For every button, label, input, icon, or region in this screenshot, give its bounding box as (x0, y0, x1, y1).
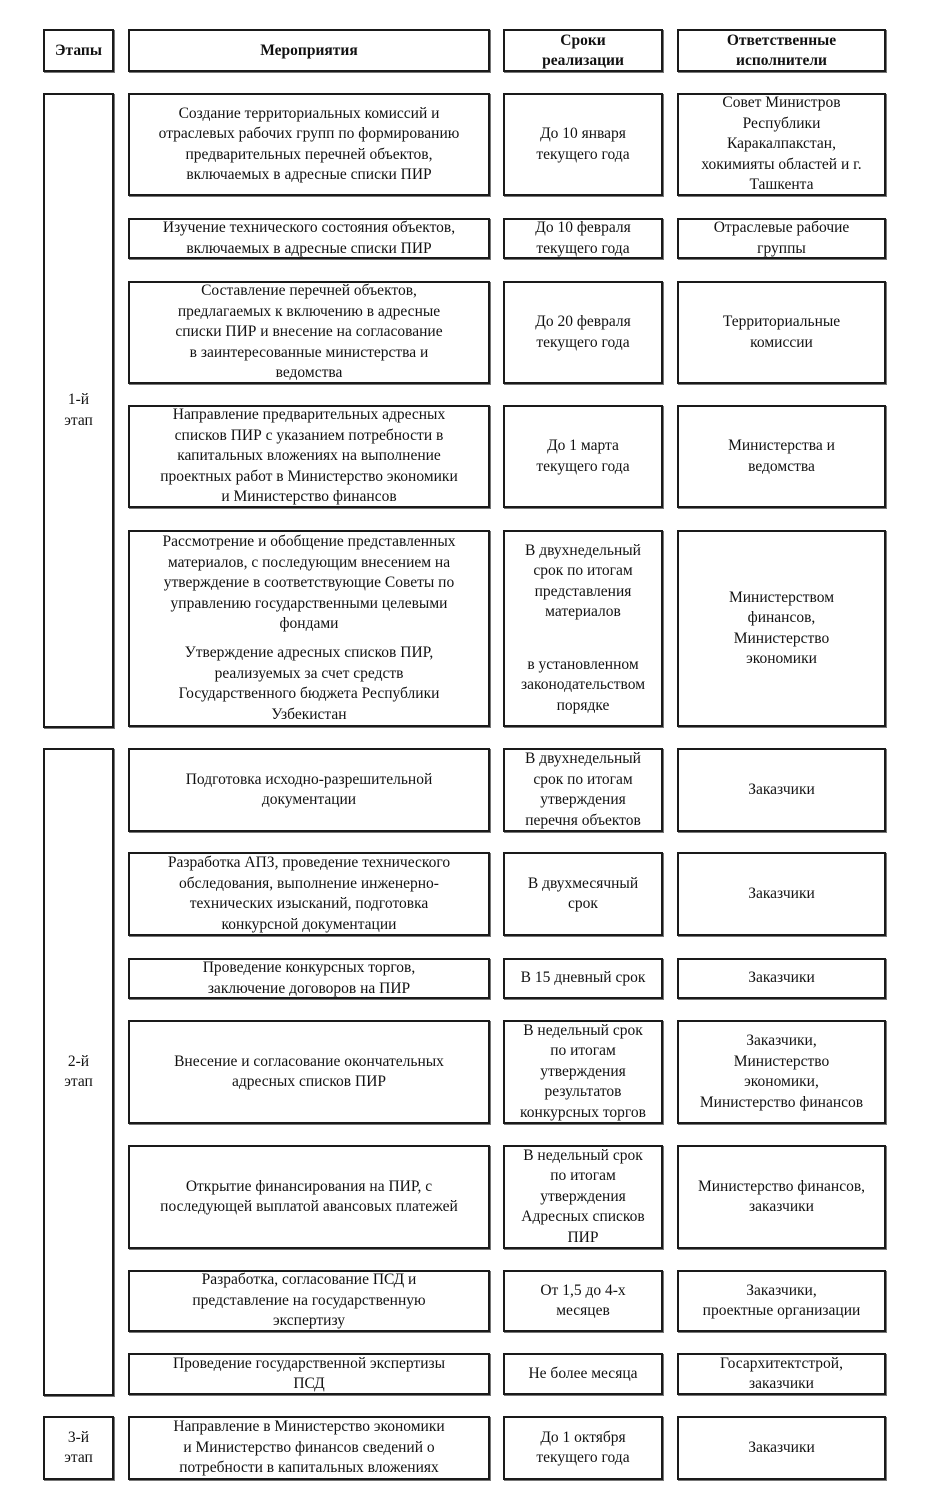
responsible-cell-line: Госархитектстрой, (720, 1354, 843, 1372)
responsible-cell-line: Совет Министров (722, 94, 841, 112)
responsible-cell (677, 530, 886, 727)
responsible-cell-line: Заказчики (748, 780, 815, 798)
deadline-cell-line: текущего года (536, 145, 630, 163)
activity-cell-line: списки ПИР и внесение на согласование (175, 323, 443, 341)
stage-label: этап (64, 411, 93, 429)
stage-label: 2-й (67, 1052, 90, 1070)
activity-cell-line: ПСД (293, 1375, 325, 1392)
activity-cell-line: Разработка АПЗ, проведение технического (167, 854, 451, 871)
activity-cell (128, 958, 490, 999)
responsible-cell-line: Ташкента (749, 176, 814, 194)
header-activities (128, 29, 490, 72)
activity-cell (128, 281, 490, 384)
deadline-cell-line: результатов (544, 1083, 622, 1101)
activity-cell-line: Разработка, согласование ПСД и (201, 1271, 417, 1289)
responsible-cell-line: Министерство финансов (699, 1093, 864, 1111)
activity-cell-line: Проведение конкурсных торгов, (202, 959, 416, 976)
activity-cell (128, 93, 490, 196)
responsible-cell-line: Заказчики, (746, 1032, 817, 1049)
deadline-cell-line: конкурсных торгов (520, 1103, 646, 1121)
activity-cell-line: потребности в капитальных вложениях (179, 1459, 439, 1477)
deadline-cell-line: Не более месяца (528, 1364, 638, 1382)
activity-cell-line: заключение договоров на ПИР (207, 979, 411, 997)
responsible-cell (677, 748, 886, 832)
deadline-cell-line: текущего года (536, 239, 630, 257)
deadline-cell (503, 93, 663, 196)
header-responsible-line: Ответственные (726, 31, 837, 49)
activity-cell-line: Подготовка исходно-разрешительной (185, 770, 433, 788)
responsible-cell-line: Министерство (733, 1052, 830, 1070)
responsible-cell-line: Заказчики (748, 884, 815, 902)
header-stages-label: Этапы (55, 41, 102, 59)
deadline-cell-line: До 20 февраля (535, 313, 631, 330)
deadline-cell-line: текущего года (536, 333, 630, 351)
activity-cell (128, 405, 490, 508)
activity-cell-line: обследования, выполнение инженерно- (179, 874, 439, 892)
deadline-cell-line: Адресных списков (521, 1208, 645, 1226)
deadline-cell-line: по итогам (550, 1042, 616, 1060)
responsible-cell (677, 1145, 886, 1249)
deadline-cell-line: срок по итогам (533, 770, 633, 788)
deadline-cell-line: срок (568, 895, 598, 912)
responsible-cell-line: заказчики (749, 1375, 814, 1392)
activity-cell-line: Государственного бюджета Республики (178, 685, 440, 702)
activity-cell-line: капитальных вложениях на выполнение (177, 447, 441, 465)
stage-label: этап (64, 1073, 93, 1090)
deadline-cell-line: утверждения (540, 1062, 626, 1080)
activity-cell-line: реализуемых за счет средств (214, 664, 404, 682)
deadline-cell-line: текущего года (536, 457, 630, 475)
deadline-cell-line: До 1 марта (547, 437, 619, 454)
responsible-cell (677, 93, 886, 196)
deadline-cell-line: месяцев (556, 1302, 610, 1319)
responsible-cell-line: Каракалпакстан, (727, 135, 836, 153)
activity-cell-line: и Министерство финансов сведений о (183, 1438, 435, 1456)
activity-cell-line: включаемых в адресные списки ПИР (186, 166, 432, 183)
responsible-cell-line: Министерство (733, 629, 830, 647)
activity-cell-line: Внесение и согласование окончательных (174, 1052, 444, 1070)
activity-cell (128, 1353, 490, 1395)
activity-cell-line: технических изысканий, подготовка (189, 895, 429, 912)
activity-cell-line: фондами (279, 615, 339, 632)
activity-cell-line: Создание территориальных комиссий и (178, 104, 440, 122)
activity-cell (128, 1020, 490, 1124)
deadline-cell (503, 218, 663, 259)
activity-cell (128, 218, 490, 259)
deadline-cell-line: материалов (545, 603, 621, 621)
responsible-cell-line: экономики, (744, 1073, 819, 1090)
activity-cell-line: управлению государственными целевыми (170, 594, 448, 612)
header-activities-label: Мероприятия (260, 41, 358, 59)
header-stages (43, 29, 114, 72)
deadline-cell-line: В недельный срок (523, 1021, 643, 1039)
stage-label: 1-й (67, 391, 90, 408)
responsible-cell-line: комиссии (750, 333, 813, 351)
activity-cell (128, 1270, 490, 1332)
deadline-cell-line: В двухмесячный (527, 874, 639, 892)
deadline-cell (503, 530, 663, 727)
activity-cell-line: материалов, с последующим внесением на (167, 553, 451, 571)
header-responsible-line: исполнители (736, 51, 827, 69)
responsible-cell (677, 1020, 886, 1124)
deadline-cell-line: В 15 дневный срок (520, 969, 646, 987)
activity-cell-line: ведомства (275, 364, 343, 382)
deadline-cell (503, 1270, 663, 1332)
deadline-cell-line: перечня объектов (525, 811, 641, 829)
activity-cell-line: представление на государственную (192, 1291, 426, 1309)
deadline-cell (503, 1416, 663, 1480)
activity-cell (128, 748, 490, 832)
responsible-cell-line: Заказчики (748, 969, 815, 987)
activity-cell-line: утверждение в соответствующие Советы по (163, 574, 455, 591)
activity-cell-line: экспертизу (272, 1312, 345, 1330)
responsible-cell-line: экономики (746, 650, 817, 667)
activity-cell-line: предварительных перечней объектов, (185, 145, 433, 163)
activity-cell (128, 1416, 490, 1480)
header-deadlines-line: Сроки (560, 31, 606, 49)
activity-cell-line: Узбекистан (271, 705, 347, 723)
activity-cell-line: Направление в Министерство экономики (173, 1418, 445, 1436)
stage-label: этап (64, 1449, 93, 1466)
activity-cell-line: включаемых в адресные списки ПИР (186, 239, 432, 257)
activity-cell-line: Утверждение адресных списков ПИР, (184, 644, 434, 661)
deadline-cell (503, 1145, 663, 1249)
deadline-cell-line: утверждения (540, 791, 626, 808)
activity-cell-line: предлагаемых к включению в адресные (177, 302, 441, 320)
stage-3-box (43, 1416, 114, 1480)
deadline-cell-line: срок по итогам (533, 562, 633, 580)
responsible-cell-line: финансов, (747, 609, 816, 626)
stage-label: 3-й (67, 1428, 90, 1446)
activity-cell-line: адресных списков ПИР (231, 1073, 387, 1090)
deadline-cell-line: ПИР (567, 1228, 599, 1246)
responsible-cell-line: Заказчики, (746, 1281, 817, 1299)
responsible-cell (677, 218, 886, 259)
responsible-cell (677, 852, 886, 936)
deadline-cell-line: До 10 января (540, 125, 626, 142)
activity-cell-line: в заинтересованные министерства и (189, 343, 429, 361)
deadline-cell-line: в установленном (527, 655, 639, 673)
responsible-cell (677, 958, 886, 999)
responsible-cell-line: Министерством (728, 588, 835, 606)
activity-cell-line: проектных работ в Министерство экономики (160, 467, 458, 485)
deadline-cell-line: утверждения (540, 1187, 626, 1205)
deadline-cell (503, 1353, 663, 1395)
activity-cell-line: Направление предварительных адресных (172, 406, 446, 424)
activity-cell-line: списков ПИР с указанием потребности в (174, 426, 444, 444)
responsible-cell-line: заказчики (749, 1198, 814, 1215)
deadline-cell-line: В двухнедельный (525, 541, 641, 559)
deadline-cell (503, 1020, 663, 1124)
responsible-cell-line: ведомства (748, 457, 815, 475)
responsible-cell (677, 281, 886, 384)
activity-cell-line: и Министерство финансов (221, 488, 397, 506)
activity-cell-line: отраслевых рабочих групп по формированию (158, 125, 460, 142)
deadline-cell (503, 281, 663, 384)
responsible-cell-line: Заказчики (748, 1438, 815, 1456)
stage-1-box (43, 93, 114, 728)
header-responsible (677, 29, 886, 72)
responsible-cell (677, 405, 886, 508)
deadline-cell-line: представления (534, 582, 632, 600)
activity-cell-line: Изучение технического состояния объектов, (162, 219, 456, 236)
header-deadlines (503, 29, 663, 72)
stage-2-box (43, 748, 114, 1396)
responsible-cell-line: Министерства и (728, 437, 835, 454)
responsible-cell-line: хокимияты областей и г. (701, 155, 862, 173)
activity-cell (128, 1145, 490, 1249)
deadline-cell (503, 852, 663, 936)
deadline-cell-line: законодательством (520, 676, 646, 694)
responsible-cell (677, 1416, 886, 1480)
activity-cell-line: Открытие финансирования на ПИР, с (185, 1177, 433, 1195)
responsible-cell-line: проектные организации (702, 1302, 861, 1319)
deadline-cell-line: текущего года (536, 1449, 630, 1466)
activity-cell-line: документации (261, 791, 357, 808)
activity-cell-line: Составление перечней объектов, (201, 282, 417, 300)
deadline-cell-line: В недельный срок (523, 1146, 643, 1164)
activity-cell-line: Проведение государственной экспертизы (172, 1354, 446, 1372)
deadline-cell (503, 958, 663, 999)
deadline-cell-line: порядке (556, 696, 610, 714)
responsible-cell (677, 1353, 886, 1395)
deadline-cell (503, 748, 663, 832)
responsible-cell-line: Министерство финансов, (697, 1177, 866, 1195)
activity-cell-line: конкурсной документации (221, 915, 397, 933)
activity-cell-line: последующей выплатой авансовых платежей (160, 1198, 458, 1215)
deadline-cell-line: До 1 октября (540, 1428, 626, 1446)
responsible-cell-line: Отраслевые рабочие (713, 219, 850, 236)
deadline-cell-line: До 10 февраля (535, 219, 631, 236)
responsible-cell-line: группы (757, 239, 806, 257)
activity-cell (128, 852, 490, 936)
deadline-cell-line: От 1,5 до 4-х (540, 1281, 626, 1299)
responsible-cell-line: Территориальные (722, 313, 841, 330)
responsible-cell-line: Республики (742, 114, 821, 132)
responsible-cell (677, 1270, 886, 1332)
header-deadlines-line: реализации (542, 51, 624, 69)
activity-cell (128, 530, 490, 727)
deadline-cell (503, 405, 663, 508)
activity-cell-line: Рассмотрение и обобщение представленных (162, 533, 456, 550)
deadline-cell-line: В двухнедельный (525, 750, 641, 767)
deadline-cell-line: по итогам (550, 1167, 616, 1185)
